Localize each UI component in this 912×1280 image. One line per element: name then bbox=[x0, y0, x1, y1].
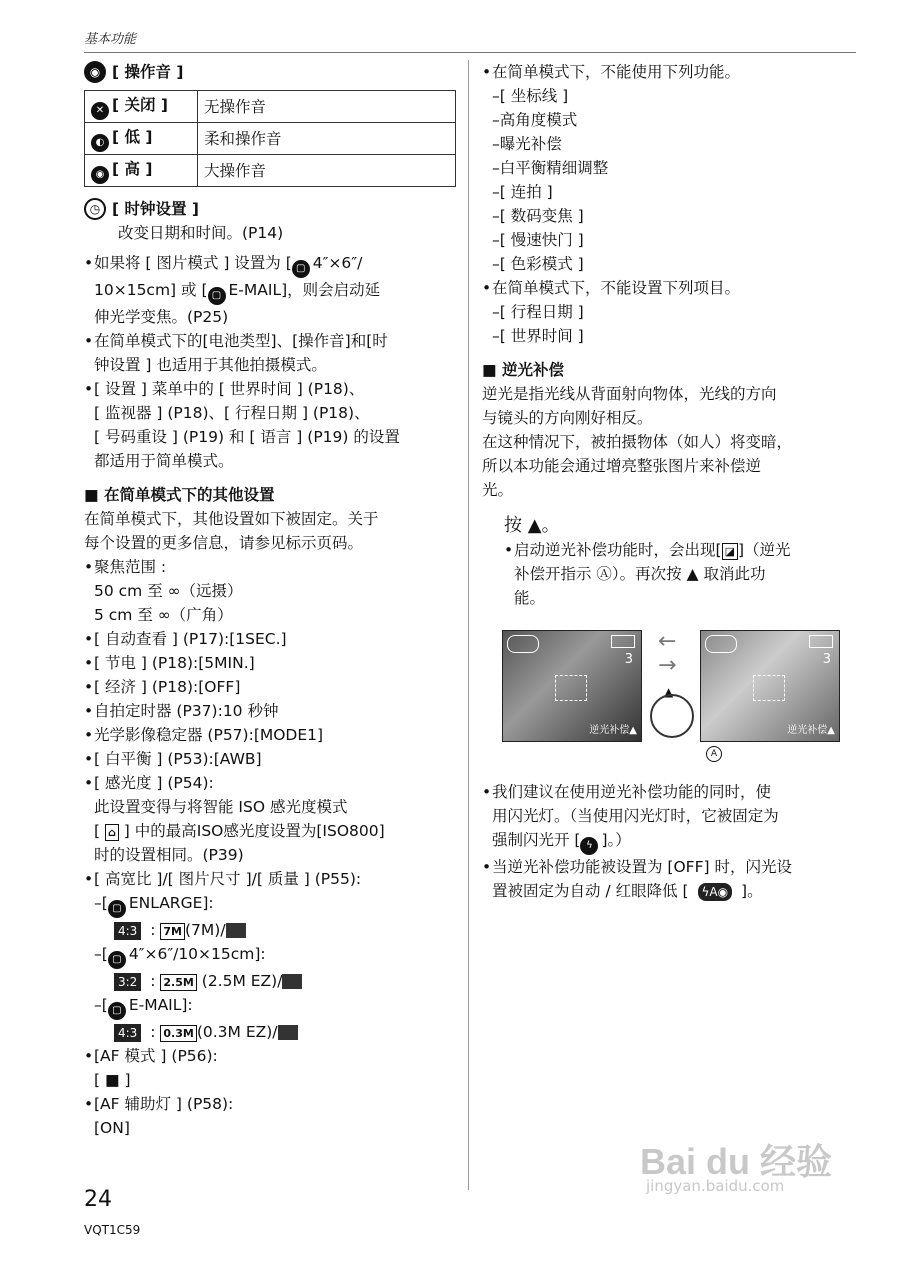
list-item: 时的设置相同。(P39) bbox=[94, 846, 244, 864]
watermark bbox=[640, 1141, 833, 1198]
list-item: • [ 经济 ] (P18):[OFF] bbox=[84, 675, 464, 699]
backlight-label: 逆光补偿▲ bbox=[787, 725, 835, 736]
page-number: 24 bbox=[84, 1187, 112, 1212]
list-item: 4:3 : 7M (7M)/ bbox=[84, 918, 464, 942]
aspect-ratio-badge: 4:3 bbox=[114, 1024, 141, 1042]
battery-icon bbox=[611, 635, 635, 648]
list-item: • [ 高宽比 ]/[ 图片尺寸 ]/[ 质量 ] (P55): bbox=[84, 867, 464, 891]
list-item: • 自拍定时器 (P37):10 秒钟 bbox=[84, 699, 464, 723]
size-icon: 7M bbox=[160, 923, 185, 940]
table-cell: 柔和操作音 bbox=[198, 123, 456, 155]
clock-heading bbox=[84, 197, 464, 221]
table-cell: 大操作音 bbox=[198, 155, 456, 187]
list-item: • [ 感光度 ] (P54): bbox=[84, 771, 464, 795]
list-item: • 启动逆光补偿功能时，会出现[ ◪ ]（逆光 bbox=[504, 538, 862, 562]
table-cell: ✕ [ 关闭 ] bbox=[85, 91, 198, 123]
picture-mode-icon: ▢ bbox=[108, 900, 126, 918]
list-item: 3:2 : 2.5M (2.5M EZ)/ bbox=[84, 969, 464, 993]
screen-photo-before bbox=[502, 630, 642, 742]
shots-remaining: 3 bbox=[822, 652, 831, 667]
list-item: • 在简单模式下的[电池类型]、[操作音]和[时 bbox=[84, 329, 464, 353]
list-item: –[ 行程日期 ] bbox=[492, 303, 584, 321]
picture-mode-icon: ▢ bbox=[108, 1002, 126, 1020]
running-header: 基本功能 bbox=[84, 32, 137, 47]
clock-icon: ◷ bbox=[84, 198, 106, 220]
list-item: –[ 色彩模式 ] bbox=[492, 255, 584, 273]
sound-heading bbox=[84, 60, 464, 84]
arrow-right-icon: → bbox=[658, 653, 677, 678]
table-row bbox=[85, 155, 456, 187]
list-item: –[ 慢速快门 ] bbox=[492, 231, 584, 249]
list-item: 置被固定为自动 / 红眼降低 [ ϟA◉ ]。 bbox=[492, 882, 763, 900]
flash-auto-redeye-icon: ϟA◉ bbox=[698, 883, 733, 901]
list-item: –[ 数码变焦 ] bbox=[492, 207, 584, 225]
paragraph: 在简单模式下，其他设置如下被固定。关于 bbox=[84, 510, 379, 528]
table-row bbox=[85, 123, 456, 155]
list-item: –[ 坐标线 ] bbox=[492, 87, 569, 105]
up-arrow-icon: ▲ bbox=[664, 685, 674, 699]
list-item: • 聚焦范围 : bbox=[84, 555, 464, 579]
paragraph: 所以本功能会通过增亮整张图片来补偿逆 bbox=[482, 457, 762, 475]
volume-low-icon: ◐ bbox=[91, 134, 109, 152]
paragraph: 光。 bbox=[482, 481, 514, 499]
picture-mode-icon: ▢ bbox=[108, 951, 126, 969]
list-item: 能。 bbox=[514, 589, 546, 607]
aspect-ratio-badge: 4:3 bbox=[114, 922, 141, 940]
list-item: [ 号码重设 ] (P19) 和 [ 语言 ] (P19) 的设置 bbox=[94, 428, 400, 446]
instruction: 按 ▲。 bbox=[504, 515, 560, 536]
screen-photo-after bbox=[700, 630, 840, 742]
size-icon: 2.5M bbox=[160, 974, 196, 991]
disabled-settings-list bbox=[482, 300, 862, 348]
battery-icon bbox=[809, 635, 833, 648]
list-item: • 当逆光补偿功能被设置为 [OFF] 时，闪光设 bbox=[482, 855, 862, 879]
list-item: 伸光学变焦。(P25) bbox=[94, 308, 229, 326]
flash-on-icon: ϟ bbox=[580, 837, 598, 855]
sound-table bbox=[84, 90, 456, 187]
list-item: –曝光补偿 bbox=[492, 135, 562, 153]
disabled-functions-list bbox=[482, 84, 862, 276]
paragraph: 与镜头的方向刚好相反。 bbox=[482, 409, 653, 427]
list-item: –高角度模式 bbox=[492, 111, 578, 129]
cursor-button-icon bbox=[650, 694, 694, 738]
list-item: • [ 设置 ] 菜单中的 [ 世界时间 ] (P18)、 bbox=[84, 377, 464, 401]
speaker-icon: ◉ bbox=[84, 61, 106, 83]
illustration bbox=[482, 624, 862, 774]
list-item: 5 cm 至 ∞（广角） bbox=[94, 606, 233, 624]
left-column bbox=[84, 60, 464, 1140]
picture-mode-icon: ▢ bbox=[292, 260, 310, 278]
table-cell: ◉ [ 高 ] bbox=[85, 155, 198, 187]
list-item: 钟设置 ] 也适用于其他拍摄模式。 bbox=[94, 356, 327, 374]
marker-a: A bbox=[706, 746, 722, 762]
flash-on-icon bbox=[705, 635, 737, 653]
picture-mode-icon: ▢ bbox=[208, 287, 226, 305]
sound-title: [ 操作音 ] bbox=[112, 63, 184, 81]
table-row bbox=[85, 91, 456, 123]
table-cell: ◐ [ 低 ] bbox=[85, 123, 198, 155]
section-title: ■ 逆光补偿 bbox=[482, 361, 565, 379]
table-cell: 无操作音 bbox=[198, 91, 456, 123]
volume-high-icon: ◉ bbox=[91, 166, 109, 184]
intelligent-iso-icon: ⌂ bbox=[105, 824, 119, 841]
shots-remaining: 3 bbox=[624, 652, 633, 667]
list-item: • 光学影像稳定器 (P57):[MODE1] bbox=[84, 723, 464, 747]
list-item: • 在简单模式下，不能设置下列项目。 bbox=[482, 276, 862, 300]
list-item: • 在简单模式下，不能使用下列功能。 bbox=[482, 60, 862, 84]
list-item: • 如果将 [ 图片模式 ] 设置为 [ ▢ 4″×6″/ bbox=[84, 251, 464, 278]
paragraph: 每个设置的更多信息，请参见标示页码。 bbox=[84, 534, 364, 552]
list-item: 补偿开指示 Ⓐ）。再次按 ▲ 取消此功 bbox=[514, 565, 766, 583]
model-code: VQT1C59 bbox=[84, 1223, 141, 1237]
size-icon: 0.3M bbox=[160, 1025, 196, 1042]
list-item: –[ 连拍 ] bbox=[492, 183, 553, 201]
list-item: [ ⌂ ] 中的最高ISO感光度设置为[ISO800] bbox=[94, 822, 385, 840]
left-bullets bbox=[84, 251, 464, 473]
list-item: 都适用于简单模式。 bbox=[94, 452, 234, 470]
aspect-ratio-badge: 3:2 bbox=[114, 973, 141, 991]
list-item: [ ■ ] bbox=[94, 1071, 131, 1089]
list-item: –[ ▢ 4″×6″/10×15cm]: bbox=[84, 942, 464, 969]
list-item: [ 监视器 ] (P18)、[ 行程日期 ] (P18)、 bbox=[94, 404, 370, 422]
focus-frame bbox=[555, 675, 587, 701]
list-item: –[ 世界时间 ] bbox=[492, 327, 584, 345]
list-item: • [AF 模式 ] (P56): bbox=[84, 1044, 464, 1068]
list-item: 4:3 : 0.3M (0.3M EZ)/ bbox=[84, 1020, 464, 1044]
paragraph: 在这种情况下，被拍摄物体（如人）将变暗， bbox=[482, 433, 793, 451]
backlight-label: 逆光补偿▲ bbox=[589, 725, 637, 736]
quality-icon bbox=[278, 1025, 298, 1040]
list-item: –[ ▢ ENLARGE]: bbox=[84, 891, 464, 918]
column-divider bbox=[468, 60, 469, 1190]
list-item: • 我们建议在使用逆光补偿功能的同时，使 bbox=[482, 780, 862, 804]
list-item: 强制闪光开 [ ϟ ]。） bbox=[482, 828, 862, 855]
watermark-brand: Bai du 经验 bbox=[640, 1141, 833, 1182]
list-item: • [AF 辅助灯 ] (P58): bbox=[84, 1092, 464, 1116]
backlight-icon: ◪ bbox=[722, 543, 738, 560]
list-item: • [ 自动查看 ] (P17):[1SEC.] bbox=[84, 627, 464, 651]
watermark-url: jingyan.baidu.com bbox=[646, 1177, 785, 1195]
quality-icon bbox=[226, 923, 246, 938]
flash-auto-icon bbox=[507, 635, 539, 653]
list-item: 用闪光灯。（当使用闪光灯时，它被固定为 bbox=[492, 807, 779, 825]
list-item: 10×15cm] 或 [ ▢ E-MAIL]，则会启动延 bbox=[84, 278, 464, 305]
list-item: • [ 白平衡 ] (P53):[AWB] bbox=[84, 747, 464, 771]
mute-icon: ✕ bbox=[91, 102, 109, 120]
focus-frame bbox=[753, 675, 785, 701]
clock-desc: 改变日期和时间。(P14) bbox=[118, 224, 284, 242]
header-rule bbox=[84, 52, 856, 53]
clock-title: [ 时钟设置 ] bbox=[112, 200, 199, 218]
list-item: 50 cm 至 ∞（远摄） bbox=[94, 582, 243, 600]
list-item: –白平衡精细调整 bbox=[492, 159, 609, 177]
list-item: –[ ▢ E-MAIL]: bbox=[84, 993, 464, 1020]
paragraph: 逆光是指光线从背面射向物体，光线的方向 bbox=[482, 385, 777, 403]
list-item: • [ 节电 ] (P18):[5MIN.] bbox=[84, 651, 464, 675]
section-title: ■ 在简单模式下的其他设置 bbox=[84, 486, 275, 504]
quality-icon bbox=[282, 974, 302, 989]
arrow-left-icon: ← bbox=[658, 629, 677, 654]
list-item: [ON] bbox=[94, 1119, 130, 1137]
list-item: 此设置变得与将智能 ISO 感光度模式 bbox=[94, 798, 348, 816]
right-column bbox=[482, 60, 862, 903]
